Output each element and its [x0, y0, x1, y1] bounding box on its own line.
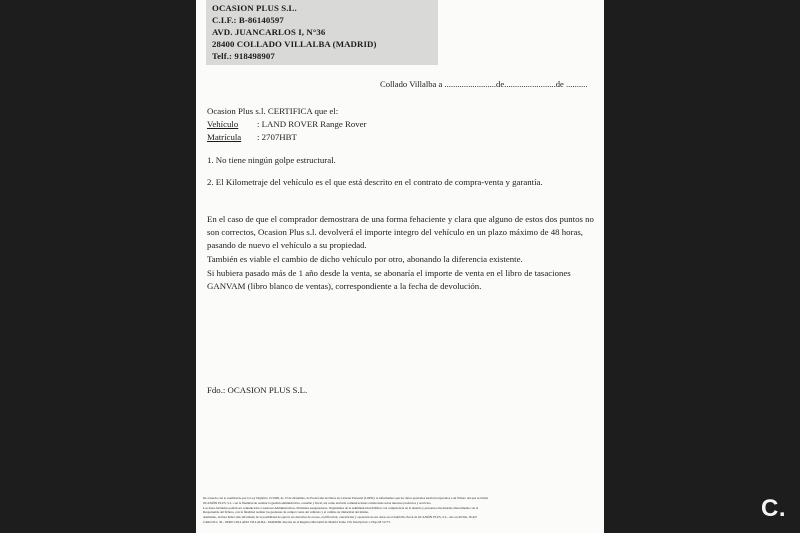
paragraph-ganvam: Si hubiera pasado más de 1 año desde la venta, se abonaría el importe de venta en el libro de tasaciones GANVAM (libro blanco de ventas), correspondiente a la fecha de devolución.	[207, 268, 571, 291]
certifies-line: Ocasion Plus s.l. CERTIFICA que el:	[207, 106, 339, 116]
paragraph-exchange: También es viable el cambio de dicho vehículo por otro, abonando la diferencia existente.	[207, 254, 523, 264]
plate-label: Matrícula	[207, 132, 242, 142]
company-city: 28400 COLLADO VILLALBA (MADRID)	[212, 39, 377, 49]
vehicle-label: Vehículo	[207, 119, 239, 129]
company-header-block	[206, 0, 438, 65]
company-name: OCASION PLUS S.L.	[212, 3, 297, 13]
legal-line: De acuerdo con lo establecido por la Ley Orgánica 15/1999, de 13 de diciembre, de Protección de Datos de Carácter Personal (LOPD), le informamos que los datos aportados serán incorporados a un fichero del que es titular	[203, 496, 489, 500]
paragraph-refund: En el caso de que el comprador demostrara de una forma fehaciente y clara que alguno de estos dos puntos no son correctos, Ocasion Plus s.l. devolverá el importe integro del vehículo en un plazo máximo de 48 horas, pasando de nuevo el vehículo a su propiedad.	[207, 214, 594, 250]
plate-value: : 2707HBT	[257, 132, 297, 142]
company-address: AVD. JUANCARLOS I, N°36	[212, 27, 326, 37]
plate-line	[207, 131, 366, 144]
point-1: 1. No tiene ningún golpe estructural.	[207, 155, 336, 165]
certify-block	[207, 105, 366, 144]
company-phone: Telf.: 918498907	[212, 51, 275, 61]
signature-line: Fdo.: OCASION PLUS S.L.	[207, 385, 308, 395]
date-line: Collado Villalba a ........................de........................de ..........	[380, 79, 588, 89]
vehicle-line	[207, 118, 366, 131]
legal-line: Los datos incluidos podrán ser comunicados a Gestores Administrativos, Entidades Aseguradoras, Organismos de la Administración Pública con competencia en la materia y personas relacionadas directamente con el	[203, 505, 479, 510]
legal-line: OCASIÓN PLUS, S.L. con la finalidad de realizar la gestión administrativa, contable y fiscal, así como enviarle comunicaciones comerciales sobre nuestros productos y servicios.	[203, 500, 432, 505]
legal-line: Responsable del fichero, con la finalidad realizar las gestiones de compra venta del vehículo y el cambio de titularidad del mismo.	[203, 510, 370, 515]
legal-line: Asimismo, declara haber sido informado de la posibilidad de ejercer los derechos de acceso, rectificación, cancelación y oposición de sus datos en el domicilio fiscal de OCASIÓN PLUS, S.L., sito en AVDA. JUAN	[203, 515, 477, 520]
point-2: 2. El Kilometraje del vehículo es el que está descrito en el contrato de compra-venta y garantía.	[207, 177, 543, 187]
legal-fine-print	[203, 496, 599, 525]
certificate-document	[196, 0, 604, 533]
vehicle-value: : LAND ROVER Range Rover	[257, 119, 367, 129]
company-cif: C.I.F.: B-86140597	[212, 15, 284, 25]
legal-line: CARLOS I, 36 - 28400 COLLADO VILLALBA - MADRID. Inscrita en el Registro Mercantil de Madrid Tomo 150, Inscripción 1, Hoja M 51173.	[203, 519, 391, 524]
coches-logo: C.	[761, 495, 786, 522]
